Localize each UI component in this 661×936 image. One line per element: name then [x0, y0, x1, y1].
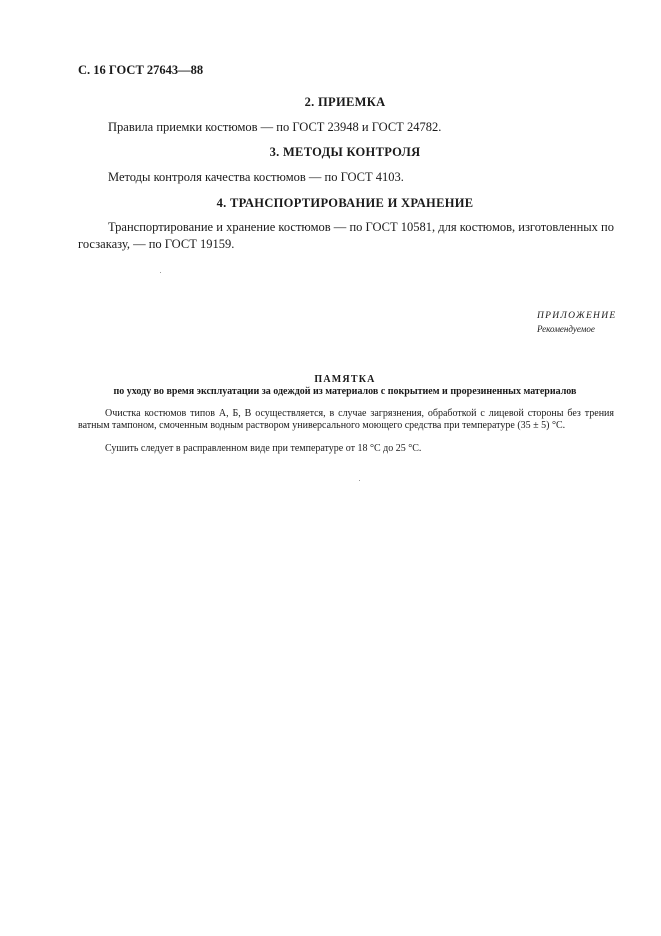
section-heading-acceptance: 2. ПРИЕМКА [304, 95, 386, 109]
memo-paragraph-cleaning: Очистка костюмов типов А, Б, В осуществляется, в случае загрязнения, обработкой с лицевой стороны без трения ватным тампоном, смоченным водным раствором универсального моющего средства при температуре (35 ± 5) °С. [78, 408, 614, 431]
section-text-transport-storage: Транспортирование и хранение костюмов — по ГОСТ 10581, для костюмов, изготовленных по госзаказу, — по ГОСТ 19159. [78, 220, 614, 251]
appendix-title: ПРИЛОЖЕНИЕ [537, 311, 617, 321]
section-text-acceptance: Правила приемки костюмов — по ГОСТ 23948 и ГОСТ 24782. [108, 120, 442, 134]
scan-speck [359, 480, 360, 481]
memo-subtitle: по уходу во время эксплуатации за одеждой из материалов с покрытием и прорезиненных материалов [113, 386, 577, 397]
section-heading-control-methods: 3. МЕТОДЫ КОНТРОЛЯ [269, 145, 421, 159]
page-header: С. 16 ГОСТ 27643—88 [78, 63, 204, 77]
memo-title: ПАМЯТКА [314, 374, 376, 385]
section-text-control-methods: Методы контроля качества костюмов — по ГОСТ 4103. [108, 170, 404, 184]
scan-speck [160, 272, 161, 273]
appendix-subtitle: Рекомендуемое [537, 324, 595, 334]
section-heading-transport-storage: 4. ТРАНСПОРТИРОВАНИЕ И ХРАНЕНИЕ [216, 196, 474, 210]
memo-paragraph-drying: Сушить следует в расправленном виде при температуре от 18 °С до 25 °С. [105, 443, 422, 454]
